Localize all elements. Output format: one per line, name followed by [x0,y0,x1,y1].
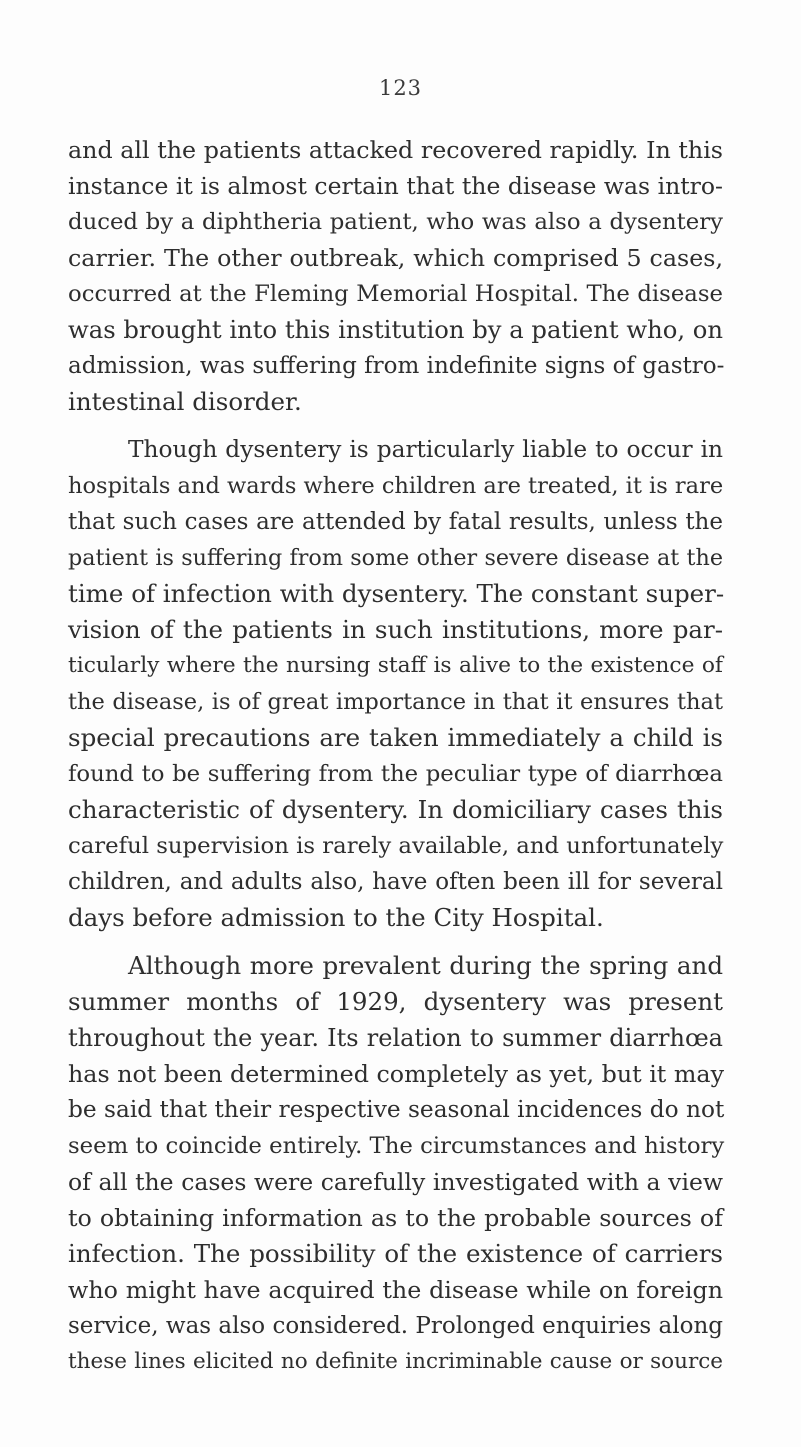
text-line: throughout the year. Its relation to summer diarrhœa [68,1024,723,1052]
text-line: ticularly where the nursing staff is alive to the existence of [68,653,723,678]
text-line: children, and adults also, have often been ill for several [68,869,723,895]
text-line: to obtaining information as to the probable sources of [68,1204,723,1232]
text-line: days before admission to the City Hospital. [68,903,604,932]
text-line: admission, was suffering from indefinite signs of gastro- [68,353,725,379]
text-line: found to be suffering from the peculiar type of diarrhœa [68,761,723,787]
text-line: instance it is almost certain that the disease was intro- [68,172,723,200]
page-number: 123 [378,76,423,100]
text-line: of all the cases were carefully investigated with a view [68,1168,723,1196]
text-line: duced by a diphtheria patient, who was also a dysentery [68,209,723,235]
text-line: who might have acquired the disease while on foreign [68,1276,723,1304]
text-line: and all the patients attacked recovered rapidly. In this [68,136,723,164]
text-line: that such cases are attended by fatal results, unless the [68,509,723,535]
text-line: service, was also considered. Prolonged enquiries along [68,1313,723,1339]
text-line: characteristic of dysentery. In domiciliary cases this [68,795,723,824]
text-line: summer months of 1929, dysentery was present [68,987,723,1016]
text-line: was brought into this institution by a patient who, on [68,315,723,344]
text-line: occurred at the Fleming Memorial Hospital. The disease [68,281,723,307]
text-line: infection. The possibility of the existence of carriers [68,1239,723,1268]
text-line: Though dysentery is particularly liable to occur in [128,436,723,463]
text-line: seem to coincide entirely. The circumstances and history [68,1133,725,1159]
text-line: has not been determined completely as yet, but it may [68,1060,725,1088]
text-line: carrier. The other outbreak, which comprised 5 cases, [68,244,723,272]
text-line: the disease, is of great importance in that it ensures that [68,689,723,715]
text-line: patient is suffering from some other severe disease at the [68,545,723,571]
text-line: hospitals and wards where children are treated, it is rare [68,473,724,499]
text-line: special precautions are taken immediately a child is [68,723,723,752]
text-line: time of infection with dysentery. The constant super- [68,579,725,608]
text-line: careful supervision is rarely available, and unfortunately [68,833,724,859]
text-line: Although more prevalent during the spring and [128,951,723,980]
text-line: be said that their respective seasonal incidences do not [68,1096,725,1123]
text-line: vision of the patients in such institutions, more par- [68,615,723,644]
text-line: intestinal disorder. [68,387,302,416]
text-line: these lines elicited no definite incriminable cause or source [68,1349,723,1374]
